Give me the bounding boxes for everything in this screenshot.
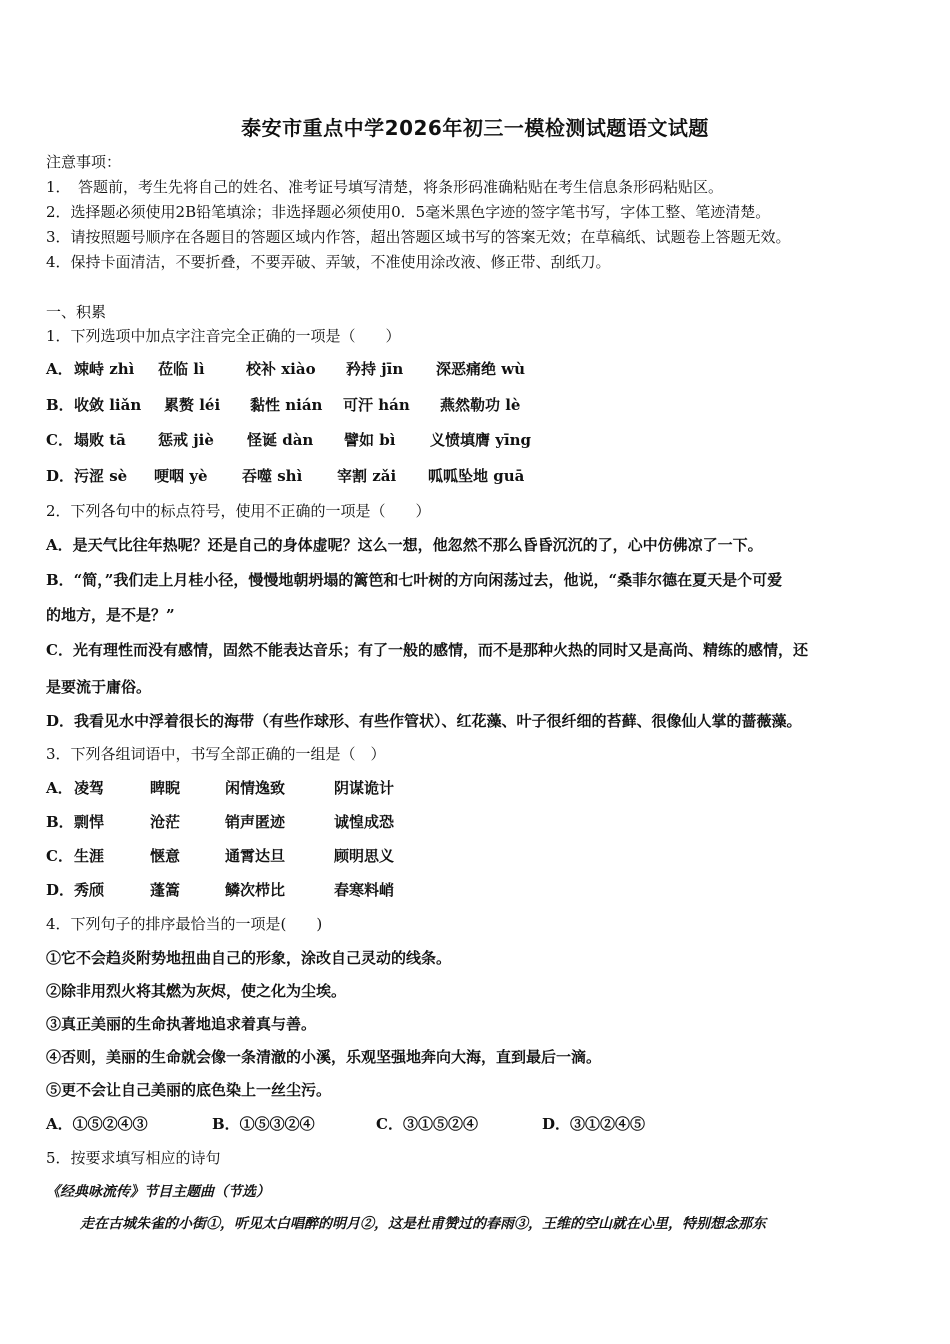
q4-sentence: ④否则，美丽的生命就会像一条清澈的小溪，乐观坚强地奔向大海，直到最后一滴。 (46, 1048, 602, 1066)
section-heading: 一、积累 (46, 303, 107, 321)
q1-a-item: 矜持 jīn (346, 360, 404, 378)
q4-sentence: ③真正美丽的生命执著地追求着真与善。 (46, 1015, 317, 1033)
q1-option-c-label: C． (46, 431, 73, 449)
q1-b-item: 收敛 liǎn (74, 396, 142, 414)
q4-option-d: D．③①②④⑤ (542, 1115, 646, 1133)
q3-d-item: 春寒料峭 (334, 881, 395, 899)
q3-b-item: 剽悍 (74, 813, 105, 831)
q1-option-b-label: B． (46, 396, 74, 414)
q1-a-item: 深恶痛绝 wù (436, 360, 526, 378)
q4-sentence: ①它不会趋炎附势地扭曲自己的形象，涂改自己灵动的线条。 (46, 949, 452, 967)
q4-sentence: ②除非用烈火将其燃为灰烬，使之化为尘埃。 (46, 982, 347, 1000)
q1-c-item: 塌败 tā (74, 431, 126, 449)
q3-a-item: 阴谋诡计 (334, 779, 395, 797)
notice-item-3: 3．请按照题号顺序在各题目的答题区域内作答，超出答题区域书写的答案无效；在草稿纸、试题卷上答题无效。 (46, 228, 791, 246)
q3-c-item: 生涯 (74, 847, 105, 865)
q2-option-c: C．光有理性而没有感情，固然不能表达音乐；有了一般的感情，而不是那种火热的同时又是高尚、精练的感情，还 (46, 641, 808, 659)
page-title: 泰安市重点中学2026年初三一模检测试题语文试题 (241, 116, 709, 140)
q1-d-item: 吞噬 shì (242, 467, 303, 485)
q5-song-text: 走在古城朱雀的小街①，听见太白唱醉的明月②，这是杜甫赞过的春雨③，王维的空山就在心里，特别想念那东 (80, 1216, 766, 1232)
q1-b-item: 累赘 léi (164, 396, 221, 414)
q1-c-item: 怪诞 dàn (247, 431, 314, 449)
q3-b-item: 销声匿迹 (225, 813, 286, 831)
q2-option-b: B．“简，”我们走上月桂小径，慢慢地朝坍塌的篱笆和七叶树的方向闲荡过去，他说，“桑菲尔德在夏天是个可爱 (46, 571, 783, 589)
q4-option-b: B．①⑤③②④ (212, 1115, 315, 1133)
q1-option-d-label: D． (46, 467, 75, 485)
q3-option-d-label: D． (46, 881, 75, 899)
q4-stem: 4．下列句子的排序最恰当的一项是( ) (46, 915, 323, 933)
q1-d-item: 哽咽 yè (154, 467, 208, 485)
q1-option-a-label: A． (46, 360, 73, 378)
q5-song-title: 《经典咏流传》节目主题曲（节选） (46, 1184, 270, 1200)
q1-a-item: 校补 xiào (246, 360, 316, 378)
q2-stem: 2．下列各句中的标点符号，使用不正确的一项是（ ） (46, 502, 431, 520)
notice-item-4: 4．保持卡面清洁，不要折叠，不要弄破、弄皱，不准使用涂改液、修正带、刮纸刀。 (46, 253, 611, 271)
q1-b-item: 可汗 hán (343, 396, 410, 414)
q3-c-item: 通霄达旦 (225, 847, 286, 865)
q1-b-item: 黏性 nián (250, 396, 323, 414)
q1-d-item: 污涩 sè (74, 467, 128, 485)
q3-c-item: 惬意 (150, 847, 181, 865)
q1-a-item: 莅临 lì (158, 360, 205, 378)
q3-b-item: 诚惶成恐 (334, 813, 395, 831)
q5-stem: 5．按要求填写相应的诗句 (46, 1149, 221, 1167)
q4-option-c: C．③①⑤②④ (376, 1115, 478, 1133)
q1-stem: 1．下列选项中加点字注音完全正确的一项是（ ） (46, 327, 401, 345)
q1-a-item: 竦峙 zhì (74, 360, 135, 378)
q4-option-a: A．①⑤②④③ (46, 1115, 148, 1133)
q2-option-a: A．是天气比往年热呢？还是自己的身体虚呢？这么一想，他忽然不那么昏昏沉沉的了，心中仿佛凉了一下。 (46, 536, 763, 554)
q4-sentence: ⑤更不会让自己美丽的底色染上一丝尘污。 (46, 1081, 332, 1099)
q1-d-item: 呱呱坠地 guā (428, 467, 525, 485)
q3-a-item: 睥睨 (150, 779, 181, 797)
q3-a-item: 闲情逸致 (225, 779, 286, 797)
q1-d-item: 宰割 zǎi (337, 467, 397, 485)
q2-option-d: D．我看见水中浮着很长的海带（有些作球形、有些作管状）、红花藻、叶子很纤细的苔藓、很像仙人掌的蔷薇藻。 (46, 712, 802, 730)
notice-item-2: 2．选择题必须使用2B铅笔填涂；非选择题必须使用0．5毫米黑色字迹的签字笔书写，字体工整、笔迹清楚。 (46, 203, 771, 221)
q2-option-b-cont: 的地方，是不是？” (46, 606, 175, 624)
q3-b-item: 沧茫 (150, 813, 181, 831)
q1-c-item: 譬如 bì (344, 431, 396, 449)
q3-a-item: 凌驾 (74, 779, 105, 797)
q3-d-item: 秀颀 (74, 881, 105, 899)
notice-heading: 注意事项： (46, 153, 122, 171)
q3-stem: 3．下列各组词语中，书写全部正确的一组是（ ） (46, 745, 386, 763)
q3-option-b-label: B． (46, 813, 74, 831)
q1-b-item: 燕然勒功 lè (440, 396, 521, 414)
q3-c-item: 顾明思义 (334, 847, 395, 865)
notice-item-1: 1． 答题前，考生先将自己的姓名、准考证号填写清楚，将条形码准确粘贴在考生信息条形码粘贴区。 (46, 178, 724, 196)
q3-option-a-label: A． (46, 779, 73, 797)
q2-option-c-cont: 是要流于庸俗。 (46, 678, 152, 696)
q1-c-item: 惩戒 jiè (158, 431, 214, 449)
q3-d-item: 蓬篙 (150, 881, 181, 899)
q1-c-item: 义愤填膺 yīng (430, 431, 532, 449)
q3-d-item: 鳞次栉比 (225, 881, 286, 899)
q3-option-c-label: C． (46, 847, 73, 865)
